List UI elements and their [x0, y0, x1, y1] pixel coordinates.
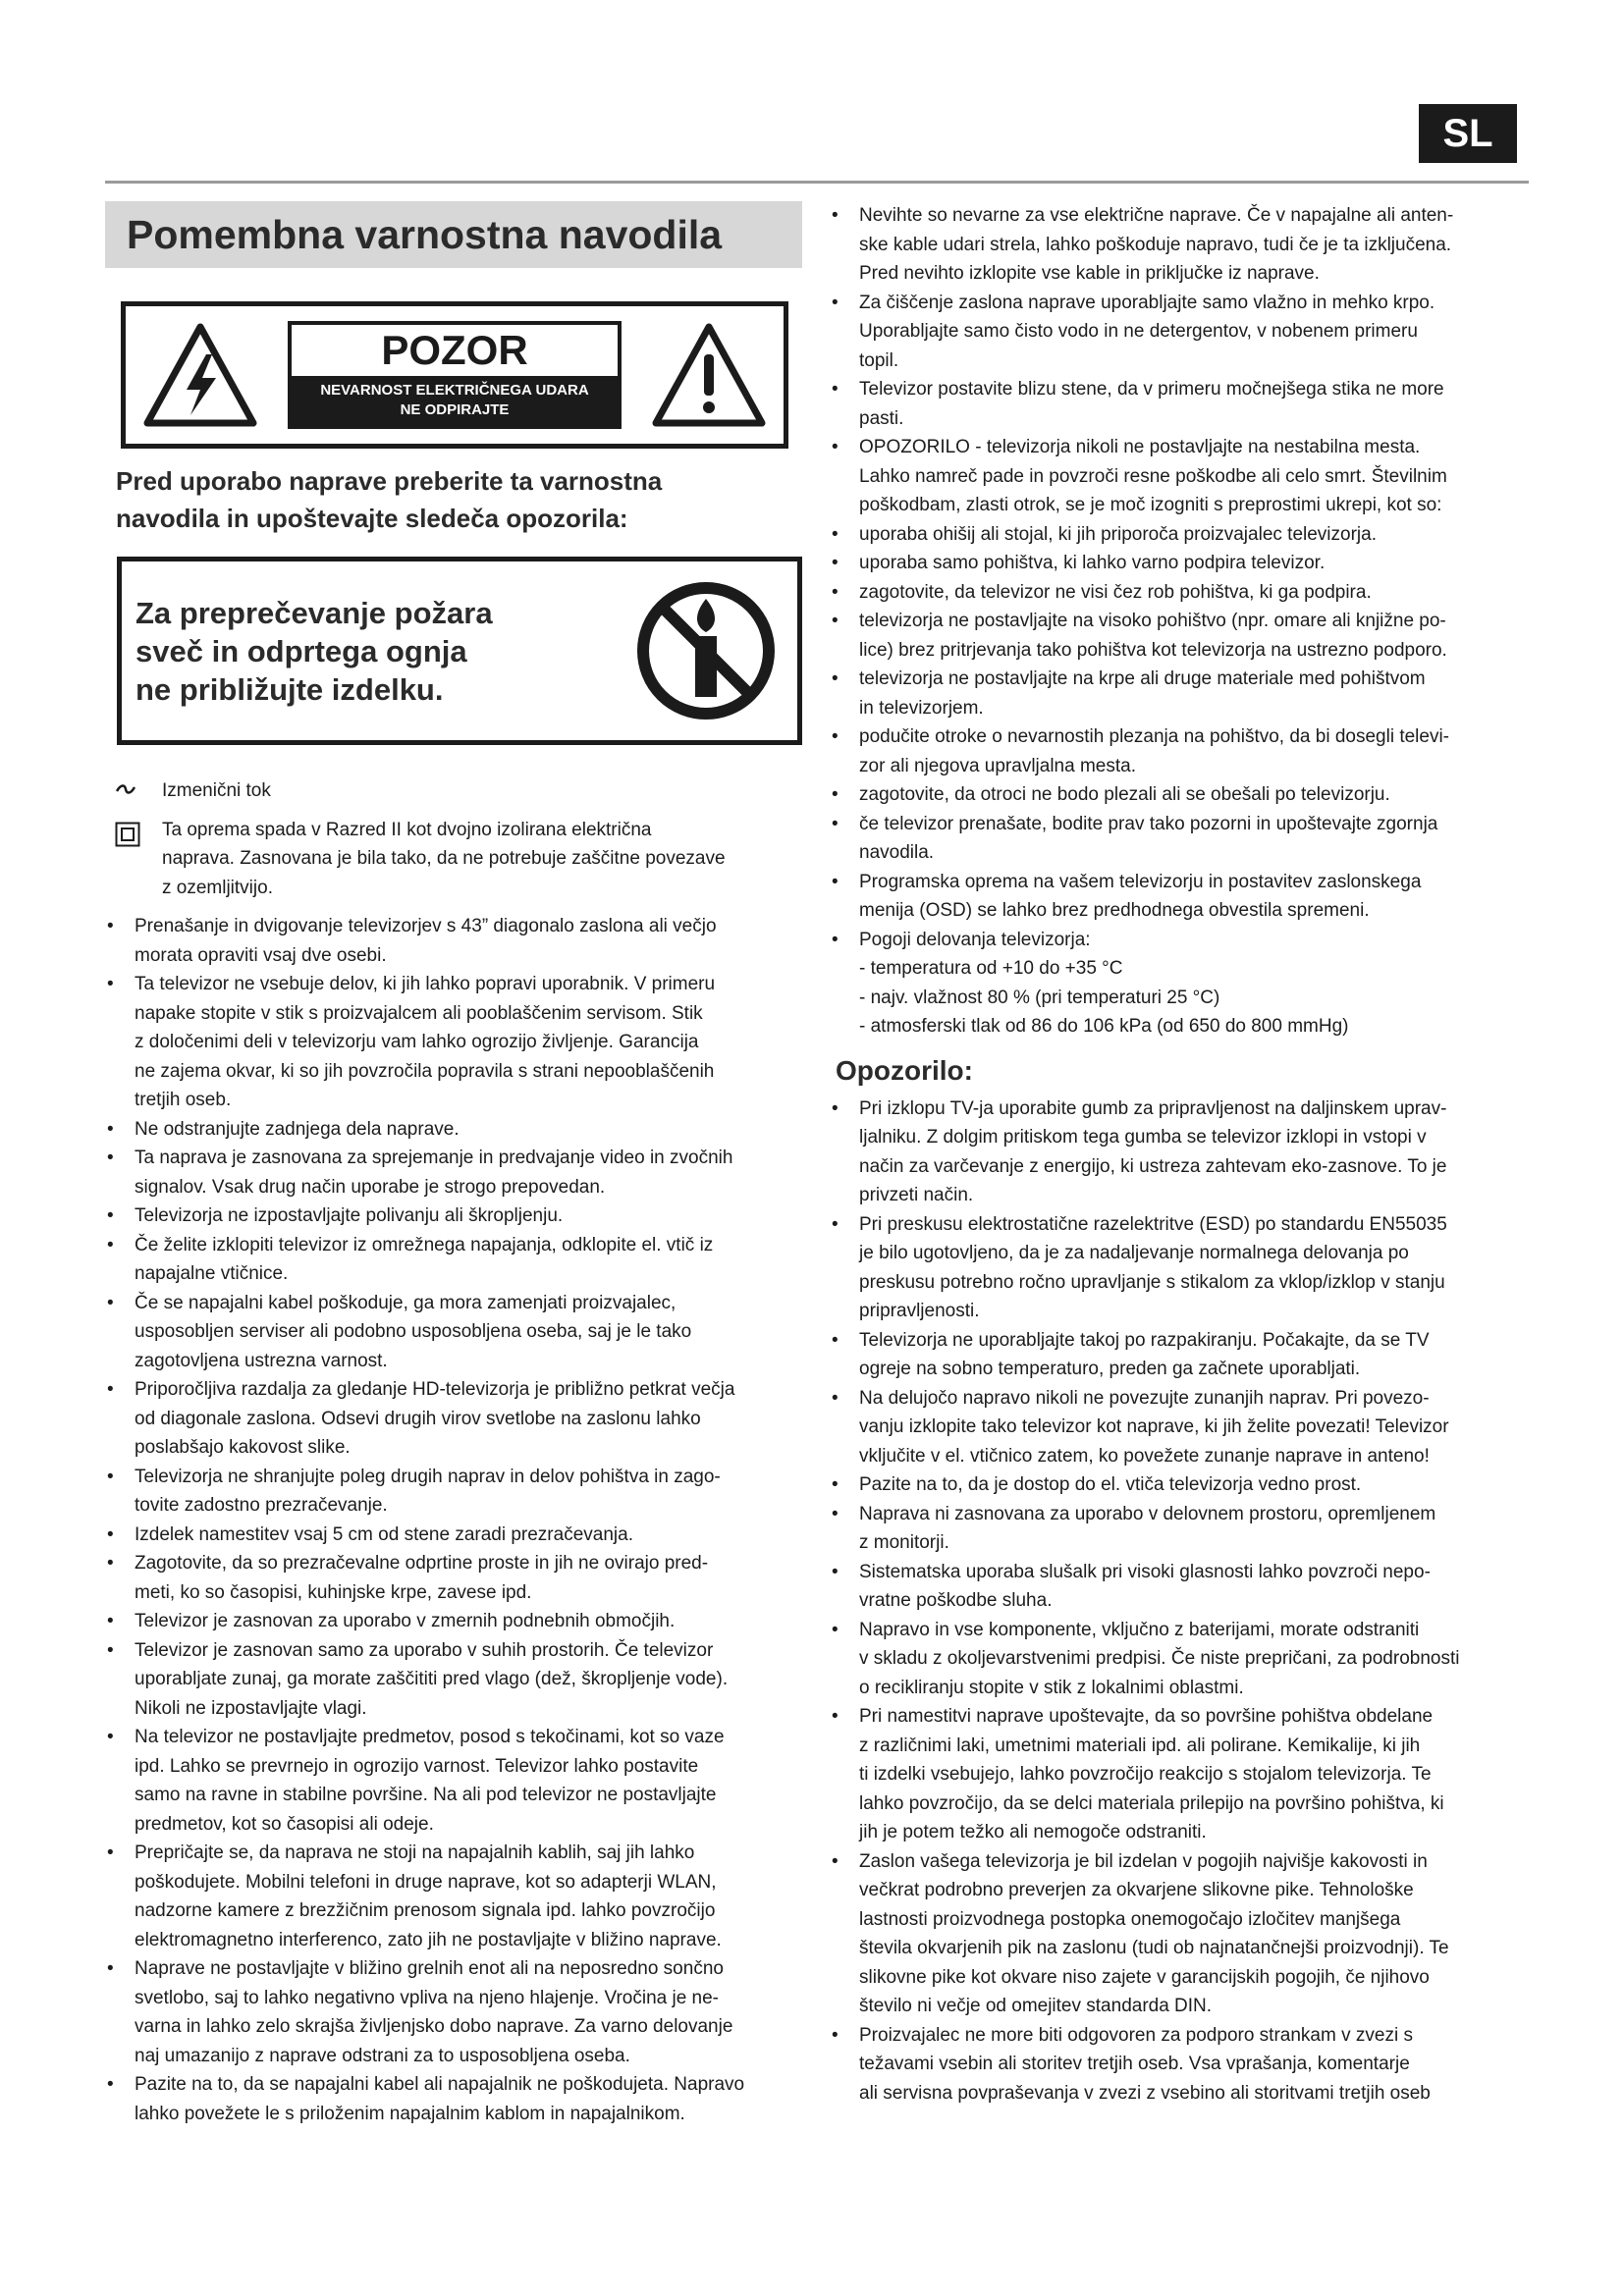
bullet-item: [830, 289, 1527, 376]
caution-word: POZOR: [381, 327, 528, 373]
caution-subtext: [292, 376, 618, 425]
bullet-line: poškodbam, zlasti otrok, se je moč izogniti s preprostimi ukrepi, kot so:: [859, 495, 1442, 515]
bullet-item: [105, 2070, 802, 2128]
symbol-text: z ozemljitvijo.: [162, 877, 273, 898]
bullet-line: navodila.: [859, 842, 935, 863]
bullet-line: nadzorne kamere z brezžičnim prenosom signala ipd. lahko povzročijo: [135, 1900, 716, 1921]
bullet-line: • Zaslon vašega televizorja je bil izdelan v pogojih najvišje kakovosti in: [859, 1850, 1428, 1872]
bullet-line: jih je potem težko ali nemogoče odstraniti.: [859, 1822, 1207, 1842]
left-column: [105, 201, 802, 2128]
bullet-line: števila okvarjenih pik na zaslonu (tudi ob najnatančnejši proizvodnji). Te: [859, 1938, 1449, 1958]
bullet-line: • Če želite izklopiti televizor iz omrežnega napajanja, odklopite el. vtič iz: [135, 1234, 714, 1255]
bullet-line: • uporaba samo pohištva, ki lahko varno podpira televizor.: [859, 553, 1326, 573]
bullet-line: slikovne pike kot okvare niso zajete v garancijskih pogojih, če njihovo: [859, 1966, 1430, 1988]
bullet-line: • Če se napajalni kabel poškoduje, ga mora zamenjati proizvajalec,: [135, 1292, 677, 1313]
warning-list: [830, 1095, 1527, 2109]
bullet-line: • Na televizor ne postavljajte predmetov, posod s tekočinami, kot so vaze: [135, 1727, 725, 1747]
bullet-item: [830, 1326, 1527, 1384]
bullet-item: [830, 868, 1527, 926]
bullet-line: • uporaba ohišij ali stojal, ki jih priporoča proizvajalec televizorja.: [859, 523, 1377, 545]
fire-warning-text: [135, 594, 493, 709]
bullet-line: • Za čiščenje zaslona naprave uporabljajte samo vlažno in mehko krpo.: [859, 292, 1435, 313]
bullet-line: • zagotovite, da otroci ne bodo plezali ali se obešali po televizorju.: [859, 784, 1390, 805]
bullet-line: • Pri izklopu TV-ja uporabite gumb za pripravljenost na daljinskem uprav-: [859, 1097, 1447, 1119]
bullet-line: privzeti način.: [859, 1185, 974, 1205]
alternating-current-icon: [115, 782, 136, 796]
bullet-line: večkrat podrobno preverjen za okvarjene slikovne pike. Tehnološke: [859, 1880, 1414, 1900]
high-voltage-warning-icon: [141, 321, 259, 429]
bullet-item: [105, 970, 802, 1115]
bullet-line: • Televizor je zasnovan za uporabo v zmernih podnebnih območjih.: [135, 1611, 676, 1631]
bullet-line: z določenimi deli v televizorju vam lahko ogrozijo življenje. Garancija: [135, 1032, 699, 1052]
intro-line: Pred uporabo naprave preberite ta varnostna: [116, 466, 663, 496]
title-bar: [105, 201, 802, 268]
intro-line: navodila in upoštevajte sledeča opozorila:: [116, 504, 628, 533]
bullet-item: [105, 1144, 802, 1201]
bullet-line: predmetov, kot so časopisi ali odeje.: [135, 1813, 434, 1835]
bullet-line: • televizorja ne postavljajte na krpe ali druge materiale med pohištvom: [859, 668, 1426, 689]
bullet-line: • OPOZORILO - televizorja nikoli ne postavljajte na nestabilna mesta.: [859, 437, 1421, 457]
bullet-line: morata opraviti vsaj dve osebi.: [135, 944, 387, 966]
bullet-item: [830, 578, 1527, 608]
bullet-line: menija (OSD) se lahko brez predhodnega obvestila spremeni.: [859, 900, 1370, 921]
bullet-line: ipd. Lahko se prevrnejo in ogrozijo varnost. Televizor lahko postavite: [135, 1755, 699, 1777]
bullet-line: • Televizorja ne uporabljajte takoj po razpakiranju. Počakajte, da se TV: [859, 1329, 1430, 1351]
bullet-line: od diagonale zaslona. Odsevi drugih virov svetlobe na zaslonu lahko: [135, 1408, 701, 1429]
bullet-line: varna in lahko zelo skrajša življenjsko dobo naprave. Za varno delovanje: [135, 2016, 733, 2037]
bullet-line: Pred nevihto izklopite vse kable in priključke iz naprave.: [859, 263, 1320, 284]
bullet-line: zor ali njegova upravljalna mesta.: [859, 755, 1136, 776]
bullet-item: [105, 1723, 802, 1839]
exclamation-warning-icon: [650, 321, 768, 429]
bullet-line: o recikliranju stopite v stik z lokalnimi oblastmi.: [859, 1677, 1244, 1698]
bullet-item: [105, 1607, 802, 1636]
bullet-item: [830, 2021, 1527, 2109]
bullet-line: elektromagnetno interferenco, zato jih ne postavljajte v bližino naprave.: [135, 1929, 722, 1950]
bullet-line: • Ta naprava je zasnovana za sprejemanje in predvajanje video in zvočnih: [135, 1148, 733, 1168]
bullet-line: ali servisna povpraševanja v zvezi z vsebino ali storitvami tretjih oseb: [859, 2082, 1431, 2104]
bullet-line: poškodujete. Mobilni telefoni in druge naprave, kot so adapterji WLAN,: [135, 1871, 717, 1893]
symbol-text: Izmenični tok: [162, 780, 271, 801]
bullet-line: • Televizor je zasnovan samo za uporabo v suhih prostorih. Če televizor: [135, 1639, 714, 1661]
bullet-line: • zagotovite, da televizor ne visi čez rob pohištva, ki ga podpira.: [859, 581, 1372, 603]
bullet-item: [105, 1201, 802, 1231]
bullet-item: [105, 1115, 802, 1145]
bullet-item: [830, 201, 1527, 289]
caution-label: [288, 321, 622, 429]
bullet-item: [830, 665, 1527, 722]
condition-line: - atmosferski tlak od 86 do 106 kPa (od 650 do 800 mmHg): [859, 1016, 1349, 1037]
bullet-line: • televizorja ne postavljajte na visoko pohištvo (npr. omare ali knjižne po-: [859, 611, 1446, 631]
bullet-line: napajalne vtičnice.: [135, 1263, 289, 1284]
caution-line-1: NEVARNOST ELEKTRIČNEGA UDARA: [320, 382, 589, 399]
bullet-item: [830, 810, 1527, 868]
symbol-text: naprava. Zasnovana je bila tako, da ne potrebuje zaščitne povezave: [162, 848, 726, 869]
bullet-line: tretjih oseb.: [135, 1090, 232, 1110]
bullet-line: • Pazite na to, da se napajalni kabel ali napajalnik ne poškodujeta. Napravo: [135, 2074, 745, 2095]
warning-heading: Opozorilo:: [836, 1054, 973, 1086]
bullet-line: • Pogoji delovanja televizorja:: [859, 929, 1091, 950]
bullet-item: [105, 1839, 802, 1954]
bullet-line: ne zajema okvar, ki so jih povzročila popravila s strani nepooblaščenih: [135, 1060, 715, 1082]
bullet-line: lahko povzročijo, da se delci materiala prilepijo na površino pohištva, ki: [859, 1792, 1444, 1814]
bullet-item: [830, 520, 1527, 550]
bullet-item: [830, 1470, 1527, 1500]
bullet-line: vključite v el. vtičnico zatem, ko povežete zunanje naprave in anteno!: [859, 1445, 1430, 1467]
bullet-line: težavami vsebin ali storitev tretjih oseb. Vsa vprašanja, komentarje: [859, 2054, 1410, 2074]
symbol-row: [115, 816, 802, 903]
bullet-item: [830, 1384, 1527, 1471]
bullet-line: • Ne odstranjujte zadnjega dela naprave.: [135, 1118, 460, 1140]
bullet-item: [105, 1521, 802, 1550]
bullet-line: zagotovljena ustrezna varnost.: [135, 1350, 388, 1371]
bullet-item: [830, 549, 1527, 578]
bullet-line: Lahko namreč pade in povzroči resne poškodbe ali celo smrt. Številnim: [859, 465, 1447, 487]
bullet-line: • Na delujočo napravo nikoli ne povezujte zunanjih naprav. Pri povezo-: [859, 1387, 1430, 1409]
bullet-line: • Sistematska uporaba slušalk pri visoki glasnosti lahko povzroči nepo-: [859, 1561, 1431, 1582]
bullet-item: [830, 1702, 1527, 1847]
right-column: [830, 201, 1527, 2108]
fire-line: Za preprečevanje požara: [135, 595, 493, 630]
fire-line: sveč in odprtega ognja: [135, 633, 467, 668]
bullet-line: topil.: [859, 349, 899, 371]
bullet-line: svetlobo, saj to lahko negativno vpliva na njeno hlajenje. Vročina je ne-: [135, 1987, 720, 2008]
bullet-item: [105, 1636, 802, 1724]
bullet-item: [105, 912, 802, 970]
bullet-item: [830, 1558, 1527, 1616]
bullet-line: • Napravo in vse komponente, vključno z baterijami, morate odstraniti: [859, 1619, 1420, 1640]
bullet-line: meti, ko so časopisi, kuhinjske krpe, zavese ipd.: [135, 1581, 532, 1603]
bullet-line: Uporabljajte samo čisto vodo in ne detergentov, v nobenem primeru: [859, 321, 1418, 342]
bullet-line: signalov. Vsak drug način uporabe je strogo prepovedan.: [135, 1176, 606, 1198]
bullet-item: [830, 780, 1527, 810]
bullet-line: • Naprava ni zasnovana za uporabo v delovnem prostoru, opremljenem: [859, 1503, 1436, 1524]
bullet-line: je bilo ugotovljeno, da je za nadaljevanje normalnega delovanja po: [859, 1243, 1409, 1263]
bullet-line: lice) brez pritrjevanja tako pohištva kot televizorja na ustrezno podporo.: [859, 639, 1447, 661]
bullet-line: napake stopite v stik s proizvajalcem ali pooblaščenim servisom. Stik: [135, 1002, 703, 1024]
fire-line: ne približujte izdelku.: [135, 671, 444, 707]
bullet-line: z monitorji.: [859, 1532, 949, 1553]
bullet-line: v skladu z okoljevarstvenimi predpisi. Če niste prepričani, za podrobnosti: [859, 1648, 1460, 1669]
bullet-line: ti izdelki vsebujejo, lahko povzročijo reakcijo s stojalom televizorja. Te: [859, 1764, 1432, 1785]
bullet-line: • Televizor postavite blizu stene, da v primeru močnejšega stika ne more: [859, 379, 1444, 400]
bullet-line: • Pri preskusu elektrostatične razelektritve (ESD) po standardu EN55035: [859, 1213, 1447, 1235]
bullet-line: lastnosti proizvodnega postopka onemogočajo izločitev manjšega: [859, 1908, 1401, 1930]
bullet-item: [830, 926, 1527, 955]
bullet-item: [830, 722, 1527, 780]
bullet-line: in televizorjem.: [859, 697, 984, 719]
left-safety-list: [105, 912, 802, 2128]
bullet-line: naj umazanijo z naprave odstrani za to usposobljena oseba.: [135, 2045, 630, 2066]
bullet-line: ogreje na sobno temperaturo, preden ga začnete uporabljati.: [859, 1359, 1361, 1379]
bullet-line: lahko povežete le s priloženim napajalnim kablom in napajalnikom.: [135, 2103, 685, 2124]
bullet-line: • Proizvajalec ne more biti odgovoren za podporo strankam v zvezi s: [859, 2024, 1413, 2046]
header-rule: [105, 181, 1529, 184]
bullet-line: • Televizorja ne shranjujte poleg drugih naprav in delov pohištva in zago-: [135, 1466, 721, 1487]
bullet-item: [105, 1231, 802, 1289]
bullet-line: Nikoli ne izpostavljajte vlagi.: [135, 1697, 367, 1719]
bullet-item: [105, 1375, 802, 1463]
operating-conditions: [830, 954, 1527, 1041]
bullet-item: [105, 1463, 802, 1521]
bullet-item: [830, 1847, 1527, 2021]
bullet-line: pasti.: [859, 407, 904, 429]
bullet-item: [105, 1954, 802, 2070]
symbol-text: Ta oprema spada v Razred II kot dvojno izolirana električna: [162, 819, 652, 840]
bullet-line: • podučite otroke o nevarnostih plezanja na pohištvo, da bi dosegli televi-: [859, 726, 1449, 747]
bullet-item: [105, 1549, 802, 1607]
bullet-line: • če televizor prenašate, bodite prav tako pozorni in upoštevajte zgornja: [859, 813, 1438, 834]
bullet-line: preskusu potrebno ročno upravljanje s stikalom za vklop/izklop v stanju: [859, 1271, 1445, 1293]
bullet-line: • Zagotovite, da so prezračevalne odprtine proste in jih ne ovirajo pred-: [135, 1553, 709, 1574]
bullet-line: • Pazite na to, da je dostop do el. vtiča televizorja vedno prost.: [859, 1474, 1362, 1495]
bullet-item: [830, 1095, 1527, 1210]
bullet-line: pripravljenosti.: [859, 1301, 980, 1321]
bullet-line: usposobljen serviser ali podobno usposobljena oseba, saj je le tako: [135, 1321, 692, 1342]
bullet-line: • Izdelek namestitev vsaj 5 cm od stene zaradi prezračevanja.: [135, 1523, 633, 1545]
bullet-line: število ni večje od omejitev standarda DIN.: [859, 1996, 1213, 2016]
symbol-row: [115, 776, 802, 806]
bullet-line: poslabšajo kakovost slike.: [135, 1437, 351, 1458]
condition-line: - temperatura od +10 do +35 °C: [859, 958, 1123, 979]
bullet-item: [830, 1210, 1527, 1326]
no-open-flame-icon: [632, 577, 780, 724]
bullet-line: • Ta televizor ne vsebuje delov, ki jih lahko popravi uporabnik. V primeru: [135, 974, 716, 994]
language-badge: SL: [1419, 104, 1517, 163]
bullet-line: vratne poškodbe sluha.: [859, 1590, 1053, 1611]
bullet-line: • Naprave ne postavljajte v bližino grelnih enot ali na neposredno sončno: [135, 1958, 724, 1979]
right-safety-list: [830, 201, 1527, 954]
condition-line: - najv. vlažnost 80 % (pri temperaturi 25 °C): [859, 987, 1220, 1008]
electric-shock-caution-box: [121, 301, 788, 449]
bullet-line: tovite zadostno prezračevanje.: [135, 1495, 388, 1516]
bullet-line: • Priporočljiva razdalja za gledanje HD-televizorja je približno petkrat večja: [135, 1379, 735, 1400]
bullet-line: samo na ravne in stabilne površine. Na ali pod televizor ne postavljajte: [135, 1785, 717, 1805]
symbol-legend: [115, 776, 802, 902]
bullet-line: ljalniku. Z dolgim pritiskom tega gumba se televizor izklopi in vstopi v: [859, 1127, 1427, 1148]
bullet-line: ske kable udari strela, lahko poškoduje napravo, tudi če je ta izključena.: [859, 234, 1452, 255]
bullet-line: • Programska oprema na vašem televizorju in postavitev zaslonskega: [859, 871, 1422, 892]
bullet-line: z različnimi laki, umetnimi materiali ipd. ali polirane. Kemikalije, ki jih: [859, 1735, 1421, 1756]
caution-line-2: NE ODPIRAJTE: [400, 401, 510, 418]
bullet-item: [105, 1289, 802, 1376]
intro-heading: [116, 462, 802, 537]
bullet-item: [830, 1616, 1527, 1703]
bullet-line: način za varčevanje z energijo, ki ustreza zahtevam eko-zasnove. To je: [859, 1155, 1447, 1177]
page-title: Pomembna varnostna navodila: [127, 211, 723, 257]
bullet-line: vanju izklopite tako televizor kot naprave, ki jih želite povezati! Televizor: [859, 1416, 1449, 1437]
bullet-item: [830, 607, 1527, 665]
bullet-line: • Televizorja ne izpostavljajte polivanju ali škropljenju.: [135, 1205, 564, 1226]
bullet-line: • Prenašanje in dvigovanje televizorjev s 43” diagonalo zaslona ali večjo: [135, 916, 717, 936]
bullet-item: [830, 1500, 1527, 1558]
bullet-line: • Pri namestitvi naprave upoštevajte, da so površine pohištva obdelane: [859, 1706, 1434, 1727]
bullet-line: • Nevihte so nevarne za vse električne naprave. Če v napajalne ali anten-: [859, 205, 1454, 226]
bullet-item: [830, 375, 1527, 433]
bullet-line: • Prepričajte se, da naprava ne stoji na napajalnih kablih, saj jih lahko: [135, 1842, 695, 1863]
bullet-line: uporabljate zunaj, ga morate zaščititi pred vlago (dež, škropljenje vode).: [135, 1669, 729, 1689]
bullet-item: [830, 433, 1527, 520]
fire-warning-box: [117, 557, 802, 745]
double-insulation-icon: [115, 822, 140, 847]
